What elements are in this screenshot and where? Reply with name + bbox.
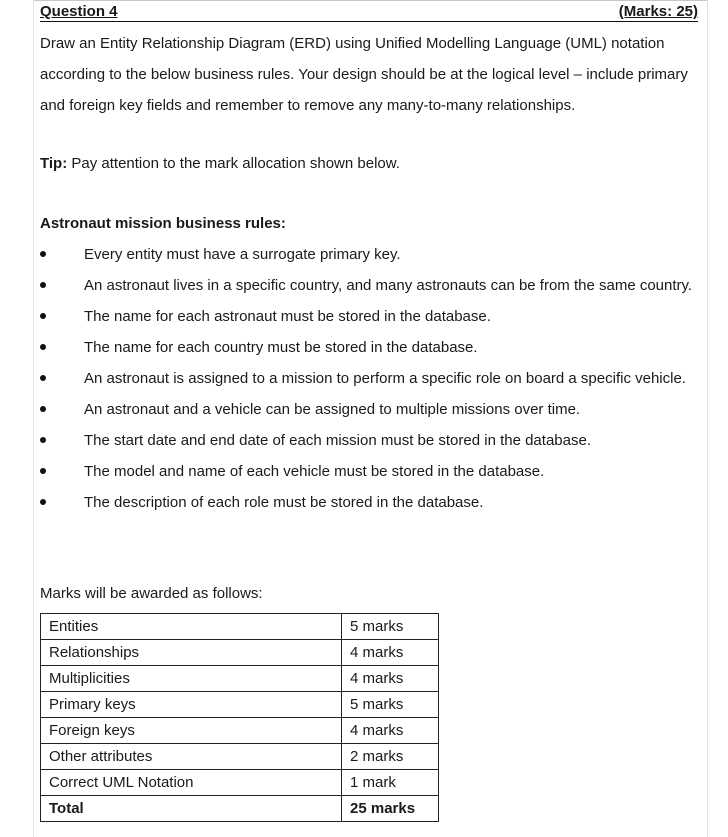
criterion-cell: Primary keys — [41, 692, 342, 718]
rules-heading: Astronaut mission business rules: — [40, 215, 286, 232]
rule-item — [40, 394, 702, 425]
rule-text: Every entity must have a surrogate primary key. — [84, 246, 401, 263]
bullet-icon — [40, 251, 46, 257]
criterion-cell: Entities — [41, 614, 342, 640]
bullet-icon — [40, 375, 46, 381]
table-row — [41, 640, 439, 666]
rule-text: An astronaut and a vehicle can be assigned to multiple missions over time. — [84, 401, 581, 418]
bullet-icon — [40, 437, 46, 443]
instructions-line: and foreign key fields and remember to remove any many-to-many relationships. — [40, 97, 576, 114]
table-row — [41, 692, 439, 718]
table-row — [41, 744, 439, 770]
criterion-cell: Multiplicities — [41, 666, 342, 692]
marks-cell: 5 marks — [342, 692, 439, 718]
criterion-cell: Other attributes — [41, 744, 342, 770]
instructions-line: Draw an Entity Relationship Diagram (ERD) using Unified Modelling Language (UML) notation — [40, 35, 665, 52]
question-marks: (Marks: 25) — [618, 3, 698, 20]
marks-table — [40, 613, 439, 822]
rule-item — [40, 239, 702, 270]
rule-item — [40, 456, 702, 487]
table-row — [41, 666, 439, 692]
table-row — [41, 770, 439, 796]
bullet-icon — [40, 282, 46, 288]
instructions-line: according to the below business rules. Your design should be at the logical level – include primary — [40, 66, 688, 83]
marks-cell: 5 marks — [342, 614, 439, 640]
page-border-right — [707, 0, 708, 837]
tip-text: Pay attention to the mark allocation shown below. — [67, 155, 400, 172]
marks-cell: 4 marks — [342, 666, 439, 692]
marks-cell: 1 mark — [342, 770, 439, 796]
rule-text: The model and name of each vehicle must be stored in the database. — [84, 463, 545, 480]
total-marks-cell: 25 marks — [342, 796, 439, 822]
rule-text: The name for each country must be stored in the database. — [84, 339, 478, 356]
rule-item — [40, 332, 702, 363]
rule-item — [40, 270, 702, 301]
total-row — [41, 796, 439, 822]
criterion-cell: Foreign keys — [41, 718, 342, 744]
marks-cell: 4 marks — [342, 718, 439, 744]
rule-item — [40, 487, 702, 518]
tip-label: Tip: — [40, 155, 68, 172]
tip-note — [40, 150, 400, 178]
question-title: Question 4 — [40, 3, 118, 20]
rule-item — [40, 425, 702, 456]
rule-text: An astronaut lives in a specific country, and many astronauts can be from the same country. — [84, 277, 693, 294]
rule-item — [40, 301, 702, 332]
table-row — [41, 718, 439, 744]
rule-text: The description of each role must be stored in the database. — [84, 494, 484, 511]
business-rules-list — [40, 239, 702, 518]
page-border-top — [33, 0, 708, 1]
criterion-cell: Relationships — [41, 640, 342, 666]
criterion-cell: Correct UML Notation — [41, 770, 342, 796]
rule-text: The start date and end date of each mission must be stored in the database. — [84, 432, 591, 449]
bullet-icon — [40, 344, 46, 350]
bullet-icon — [40, 313, 46, 319]
marks-cell: 4 marks — [342, 640, 439, 666]
rule-text: The name for each astronaut must be stored in the database. — [84, 308, 491, 325]
bullet-icon — [40, 499, 46, 505]
total-label-cell: Total — [41, 796, 342, 822]
bullet-icon — [40, 468, 46, 474]
bullet-icon — [40, 406, 46, 412]
rule-item — [40, 363, 702, 394]
marks-intro: Marks will be awarded as follows: — [40, 585, 263, 602]
question-header — [40, 3, 698, 22]
rule-text: An astronaut is assigned to a mission to perform a specific role on board a specific vehicle. — [84, 370, 686, 387]
page-border-left — [33, 0, 34, 837]
table-row — [41, 614, 439, 640]
instructions-paragraph — [40, 28, 702, 121]
marks-cell: 2 marks — [342, 744, 439, 770]
